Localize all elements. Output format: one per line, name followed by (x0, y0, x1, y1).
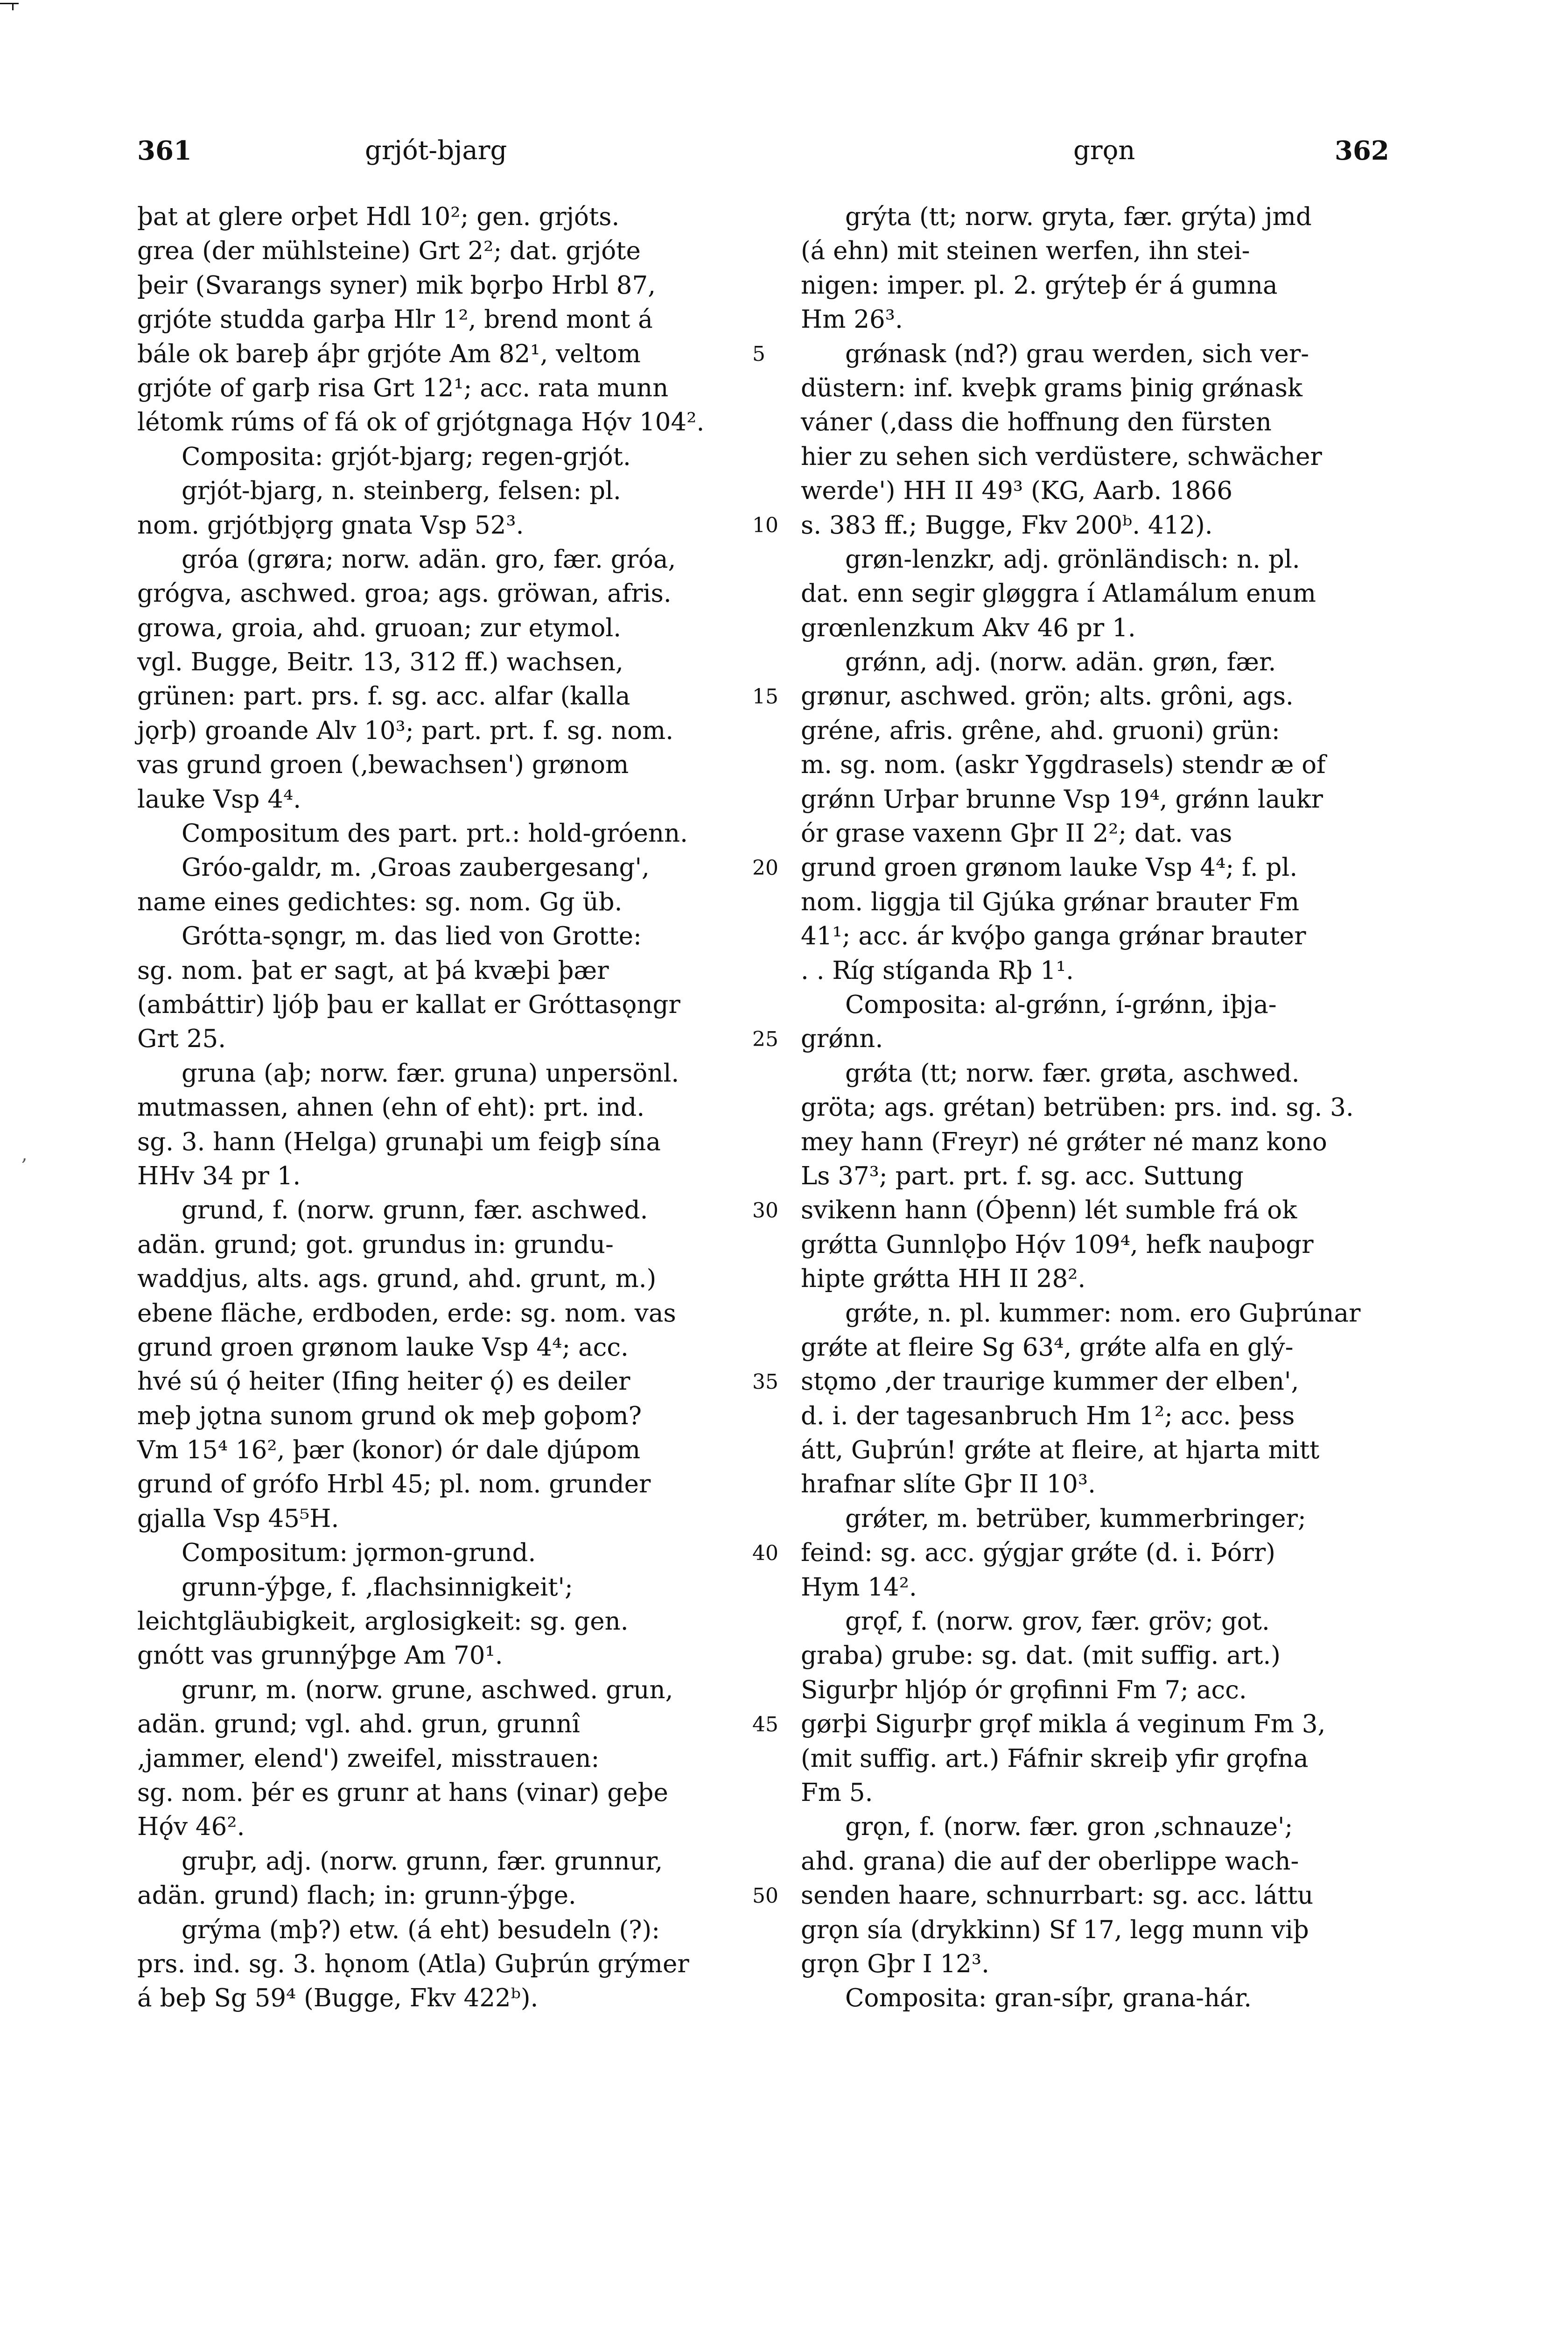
left-column-line: grunn-ýþge, f. ‚flachsinnigkeit'; (182, 1573, 573, 1602)
left-column-line: Gróo-galdr, m. ‚Groas zaubergesang', (182, 853, 650, 882)
left-column-line: grund, f. (norw. grunn, fær. aschwed. (182, 1196, 648, 1225)
left-column-line: sg. 3. hann (Helga) grunaþi um feigþ sína (137, 1127, 661, 1156)
right-column-line: váner (‚dass die hoffnung den fürsten (801, 408, 1272, 437)
right-column-line: Hym 14². (801, 1573, 917, 1602)
right-column-line: feind: sg. acc. gýgjar grǿte (d. i. Þórr) (801, 1539, 1275, 1568)
right-column-line: stǫmo ‚der traurige kummer der elben', (801, 1367, 1299, 1396)
left-column-line: grea (der mühlsteine) Grt 2²; dat. grjóte (137, 237, 641, 266)
left-column-line: grýma (mþ?) etw. (á eht) besudeln (?): (182, 1915, 660, 1944)
right-column-line: grǿte, n. pl. kummer: nom. ero Guþrúnar (845, 1299, 1361, 1328)
right-column-line: (á ehn) mit steinen werfen, ihn stei- (801, 237, 1250, 266)
margin-mark: , (21, 1144, 28, 1165)
left-column-line: grunr, m. (norw. grune, aschwed. grun, (182, 1675, 673, 1704)
right-column-line: d. i. der tagesanbruch Hm 1²; acc. þess (801, 1401, 1295, 1430)
left-column-line: growa, groia, ahd. gruoan; zur etymol. (137, 613, 622, 642)
line-number: 35 (752, 1370, 778, 1394)
right-column-line: hrafnar slíte Gþr II 10³. (801, 1470, 1096, 1499)
right-column-line: gröta; ags. grétan) betrüben: prs. ind. sg. 3. (801, 1093, 1354, 1122)
right-column (801, 200, 1398, 2016)
left-column-line: gjalla Vsp 45⁵H. (137, 1504, 339, 1533)
right-column-line: svikenn hann (Óþenn) lét sumble frá ok (801, 1196, 1297, 1225)
left-column (137, 200, 735, 2016)
left-column-line: sg. nom. þat er sagt, at þá kvæþi þær (137, 956, 609, 985)
right-column-line: (mit suffig. art.) Fáfnir skreiþ yfir grǫfna (801, 1744, 1309, 1773)
right-column-line: grǿnn, adj. (norw. adän. grøn, fær. (845, 648, 1276, 677)
right-column-line: werde') HH II 49³ (KG, Aarb. 1866 (801, 477, 1233, 506)
left-column-line: grjóte studda garþa Hlr 1², brend mont á (137, 305, 653, 334)
line-number: 50 (752, 1884, 778, 1908)
right-column-line: Composita: al-grǿnn, í-grǿnn, iþja- (845, 990, 1277, 1019)
left-column-line: vgl. Bugge, Beitr. 13, 312 ff.) wachsen, (137, 648, 623, 677)
left-column-line: hvé sú ǫ́ heiter (Ifing heiter ǫ́) es deiler (137, 1367, 630, 1396)
left-column-line: gruna (aþ; norw. fær. gruna) unpersönl. (182, 1059, 679, 1088)
left-column-line: Compositum des part. prt.: hold-gróenn. (182, 819, 688, 848)
left-column-line: gróa (grøra; norw. adän. gro, fær. gróa, (182, 545, 676, 574)
left-column-line: Grt 25. (137, 1025, 226, 1054)
left-column-line: adän. grund; vgl. ahd. grun, grunnî (137, 1710, 580, 1739)
left-column-line: grjót-bjarg, n. steinberg, felsen: pl. (182, 477, 621, 506)
right-column-line: grǫn Gþr I 12³. (801, 1949, 989, 1978)
right-column-line: senden haare, schnurrbart: sg. acc. láttu (801, 1881, 1314, 1910)
left-column-line: prs. ind. sg. 3. hǫnom (Atla) Guþrún grýmer (137, 1949, 689, 1978)
right-column-line: grǿnask (nd?) grau werden, sich ver- (845, 339, 1309, 368)
right-column-line: grǿter, m. betrüber, kummerbringer; (845, 1504, 1306, 1533)
right-column-line: nigen: imper. pl. 2. grýteþ ér á gumna (801, 271, 1278, 300)
left-column-line: waddjus, alts. ags. grund, ahd. grunt, m.) (137, 1265, 657, 1294)
right-column-line: grǿta (tt; norw. fær. grøta, aschwed. (845, 1059, 1300, 1088)
right-column-line: Fm 5. (801, 1778, 873, 1807)
left-column-line: HHv 34 pr 1. (137, 1161, 301, 1190)
right-column-line: mey hann (Freyr) né grǿter né manz kono (801, 1127, 1327, 1156)
right-page-number: 362 (1335, 135, 1389, 166)
left-column-line: Vm 15⁴ 16², þær (konor) ór dale djúpom (137, 1436, 641, 1465)
right-column-line: m. sg. nom. (askr Yggdrasels) stendr æ of (801, 751, 1326, 780)
left-column-line: Grótta-sǫngr, m. das lied von Grotte: (182, 922, 642, 951)
left-column-line: (ambáttir) ljóþ þau er kallat er Gróttasǫngr (137, 990, 680, 1019)
left-column-line: Compositum: jǫrmon-grund. (182, 1539, 536, 1568)
left-column-line: á beþ Sg 59⁴ (Bugge, Fkv 422ᵇ). (137, 1984, 539, 2013)
right-column-line: grǫf, f. (norw. grov, fær. gröv; got. (845, 1607, 1270, 1636)
right-column-line: grund groen grønom lauke Vsp 4⁴; f. pl. (801, 853, 1298, 882)
left-column-line: grund of grófo Hrbl 45; pl. nom. grunder (137, 1470, 651, 1499)
right-column-line: grǿte at fleire Sg 63⁴, grǿte alfa en glý- (801, 1333, 1294, 1362)
right-column-line: hipte grǿtta HH II 28². (801, 1265, 1086, 1294)
left-column-line: sg. nom. þér es grunr at hans (vinar) geþe (137, 1778, 668, 1807)
right-column-line: Ls 37³; part. prt. f. sg. acc. Suttung (801, 1161, 1244, 1190)
line-number: 10 (752, 513, 778, 537)
right-column-line: grǿtta Gunnlǫþo Hǫ́v 109⁴, hefk nauþogr (801, 1230, 1314, 1259)
right-column-line: grǿnn Urþar brunne Vsp 19⁴, grǿnn laukr (801, 785, 1323, 814)
line-number: 30 (752, 1198, 778, 1223)
right-column-line: ór grase vaxenn Gþr II 2²; dat. vas (801, 819, 1232, 848)
left-column-line: mutmassen, ahnen (ehn of eht): prt. ind. (137, 1093, 645, 1122)
right-column-line: düstern: inf. kveþk grams þinig grǿnask (801, 373, 1303, 402)
left-column-line: adän. grund; got. grundus in: grundu- (137, 1230, 614, 1259)
right-column-line: dat. enn segir gløggra í Atlamálum enum (801, 579, 1316, 608)
left-column-line: leichtgläubigkeit, arglosigkeit: sg. gen. (137, 1607, 629, 1636)
left-page-number: 361 (137, 135, 192, 166)
left-column-line: ‚jammer, elend') zweifel, misstrauen: (137, 1744, 600, 1773)
corner-registration-mark (0, 0, 23, 7)
right-column-line: grøn-lenzkr, adj. grönländisch: n. pl. (845, 545, 1300, 574)
line-number: 40 (752, 1541, 778, 1565)
line-number: 20 (752, 856, 778, 880)
left-column-line: nom. grjótbjǫrg gnata Vsp 52³. (137, 511, 524, 540)
left-column-line: ebene fläche, erdboden, erde: sg. nom. vas (137, 1299, 676, 1328)
left-column-line: jǫrþ) groande Alv 10³; part. prt. f. sg. nom. (137, 716, 674, 745)
left-column-line: grünen: part. prs. f. sg. acc. alfar (kalla (137, 682, 630, 711)
left-column-line: bále ok bareþ áþr grjóte Am 82¹, veltom (137, 339, 641, 368)
line-number: 25 (752, 1027, 778, 1051)
right-column-line: gréne, afris. grêne, ahd. gruoni) grün: (801, 716, 1280, 745)
left-column-line: grund groen grønom lauke Vsp 4⁴; acc. (137, 1333, 629, 1362)
left-column-line: grjóte of garþ risa Grt 12¹; acc. rata munn (137, 373, 669, 402)
left-column-line: þeir (Svarangs syner) mik bǫrþo Hrbl 87, (137, 271, 656, 300)
right-column-line: nom. liggja til Gjúka grǿnar brauter Fm (801, 887, 1300, 916)
right-column-line: átt, Guþrún! grǿte at fleire, at hjarta mitt (801, 1436, 1320, 1465)
left-column-line: name eines gedichtes: sg. nom. Gg üb. (137, 887, 623, 916)
right-column-line: . . Ríg stíganda Rþ 1¹. (801, 956, 1074, 985)
left-column-line: Composita: grjót-bjarg; regen-grjót. (182, 442, 631, 471)
right-column-line: grœnlenzkum Akv 46 pr 1. (801, 613, 1136, 642)
right-column-line: graba) grube: sg. dat. (mit suffig. art.) (801, 1641, 1281, 1670)
right-column-line: grǫn, f. (norw. fær. gron ‚schnauze'; (845, 1813, 1293, 1842)
left-running-head: grjót-bjarg (365, 135, 507, 166)
right-column-line: ahd. grana) die auf der oberlippe wach- (801, 1847, 1299, 1876)
left-column-line: létomk rúms of fá ok of grjótgnaga Hǫ́v 104². (137, 408, 705, 437)
line-number: 5 (752, 342, 765, 366)
right-column-line: grønur, aschwed. grön; alts. grôni, ags. (801, 682, 1294, 711)
right-column-line: 41¹; acc. ár kvǫ́þo ganga grǿnar brauter (801, 922, 1306, 951)
line-number: 15 (752, 684, 778, 709)
right-column-line: Sigurþr hljóp ór grǫfinni Fm 7; acc. (801, 1675, 1247, 1704)
left-column-line: gnótt vas grunnýþge Am 70¹. (137, 1641, 503, 1670)
left-column-line: meþ jǫtna sunom grund ok meþ goþom? (137, 1401, 642, 1430)
right-column-line: grýta (tt; norw. gryta, fær. grýta) jmd (845, 203, 1312, 231)
right-column-line: hier zu sehen sich verdüstere, schwächer (801, 442, 1322, 471)
left-column-line: adän. grund) flach; in: grunn-ýþge. (137, 1881, 576, 1910)
left-column-line: grógva, aschwed. groa; ags. gröwan, afris. (137, 579, 672, 608)
right-column-line: grǿnn. (801, 1025, 883, 1054)
right-column-line: Hm 26³. (801, 305, 903, 334)
right-column-line: gørþi Sigurþr grǫf mikla á veginum Fm 3, (801, 1710, 1326, 1739)
right-running-head: grǫn (1073, 135, 1135, 166)
left-column-line: vas grund groen (‚bewachsen') grønom (137, 751, 629, 780)
right-column-line: Composita: gran-síþr, grana-hár. (845, 1984, 1252, 2013)
right-column-line: s. 383 ff.; Bugge, Fkv 200ᵇ. 412). (801, 511, 1213, 540)
left-column-line: lauke Vsp 4⁴. (137, 785, 301, 814)
left-column-line: þat at glere orþet Hdl 10²; gen. grjóts. (137, 203, 620, 231)
right-column-line: grǫn sía (drykkinn) Sf 17, legg munn viþ (801, 1915, 1309, 1944)
line-number: 45 (752, 1712, 778, 1736)
left-column-line: gruþr, adj. (norw. grunn, fær. grunnur, (182, 1847, 663, 1876)
left-column-line: Hǫ́v 46². (137, 1813, 245, 1842)
